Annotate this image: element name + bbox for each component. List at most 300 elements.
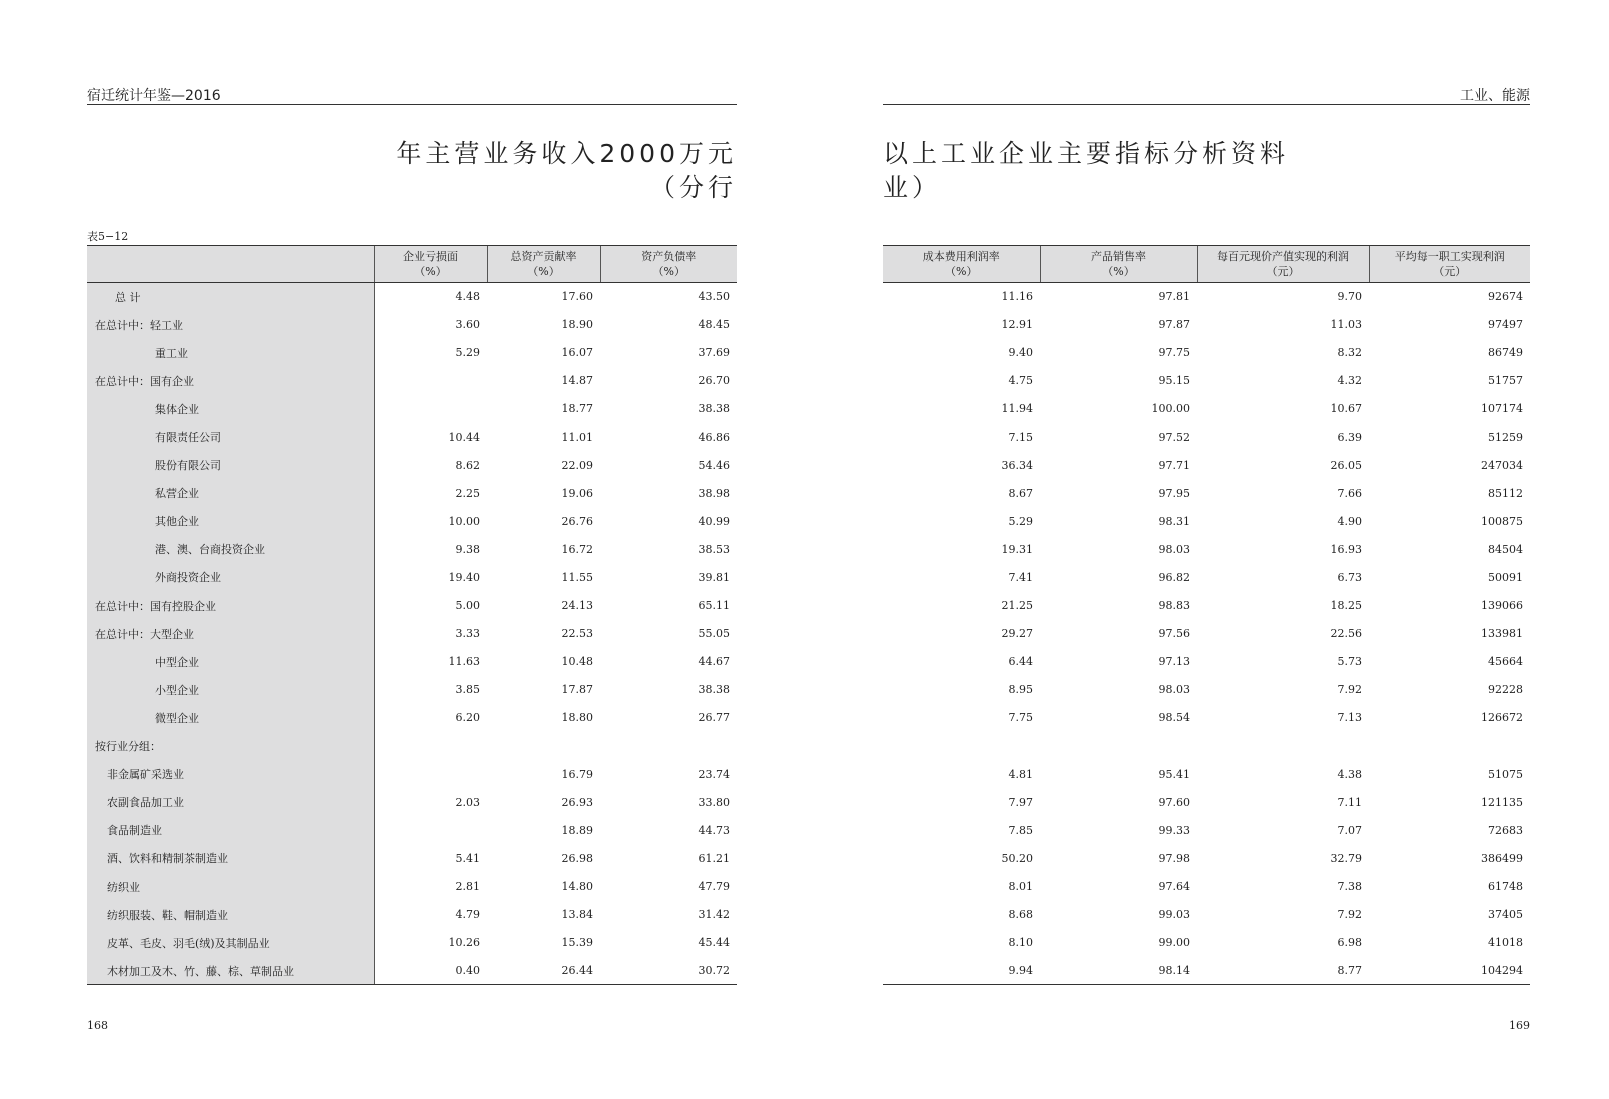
table-row: [87, 311, 737, 339]
cell-value: [600, 732, 737, 760]
table-row: [883, 929, 1530, 957]
column-header: 产品销售率 （%）: [1040, 246, 1197, 283]
cell-value: 45664: [1488, 655, 1523, 669]
table-row: [87, 816, 737, 844]
column-header: 平均每一职工实现利润 （元）: [1369, 246, 1530, 283]
cell-value: 41018: [1488, 936, 1523, 950]
cell-value: 97.71: [1158, 458, 1190, 472]
table-row: [883, 872, 1530, 900]
cell-value: 18.25: [1330, 599, 1362, 613]
table-row: [883, 563, 1530, 591]
cell-value: 3.85: [455, 683, 480, 697]
right-header-row: [883, 246, 1530, 283]
cell-value: 6.20: [455, 711, 480, 725]
cell-value: 61748: [1488, 880, 1523, 894]
cell-value: 51757: [1488, 374, 1523, 388]
cell-value: 97.98: [1158, 851, 1190, 865]
table-row: [87, 423, 737, 451]
cell-value: 98.03: [1158, 683, 1190, 697]
cell-value: 44.67: [698, 655, 730, 669]
table-row: [883, 339, 1530, 367]
cell-value: 16.72: [561, 542, 593, 556]
row-label: [87, 479, 374, 507]
table-row: [883, 311, 1530, 339]
row-label-text: 私营企业: [155, 487, 199, 501]
table-row: [883, 648, 1530, 676]
cell-value: 9.94: [883, 957, 1040, 985]
table-row: [87, 788, 737, 816]
cell-value: 5.29: [455, 346, 480, 360]
cell-value: 10.67: [1330, 402, 1362, 416]
cell-value: 121135: [1481, 795, 1523, 809]
cell-value: 10.48: [561, 655, 593, 669]
right-table-body: [883, 283, 1530, 985]
cell-value: 40.99: [698, 514, 730, 528]
cell-value: 11.16: [1001, 290, 1033, 304]
row-label-text: 在总计中：国有企业: [95, 374, 194, 388]
cell-value: 22.56: [1330, 627, 1362, 641]
row-label: [87, 901, 374, 929]
row-label: [87, 423, 374, 451]
cell-value: 107174: [1481, 402, 1523, 416]
row-label: [87, 676, 374, 704]
cell-value: 86749: [1488, 346, 1523, 360]
cell-value: 99.33: [1158, 823, 1190, 837]
cell-value: 38.38: [698, 402, 730, 416]
cell-value: 97.13: [1158, 655, 1190, 669]
row-label-text: 股份有限公司: [155, 459, 221, 473]
cell-value: 97.64: [1158, 880, 1190, 894]
cell-value: 6.98: [1337, 936, 1362, 950]
cell-value: 50091: [1488, 570, 1523, 584]
cell-value: 24.13: [561, 599, 593, 613]
row-label-text: 微型企业: [155, 711, 199, 725]
row-label-text: 农副食品加工业: [107, 796, 184, 810]
cell-value: 7.85: [1008, 823, 1033, 837]
table-row: [883, 592, 1530, 620]
row-label: [87, 957, 374, 985]
column-header: 企业亏损面 （%）: [374, 246, 487, 283]
row-label-text: 在总计中：轻工业: [95, 318, 183, 332]
cell-value: 11.94: [1001, 402, 1033, 416]
cell-value: [374, 816, 487, 844]
row-label-text: 酒、饮料和精制茶制造业: [107, 852, 228, 866]
table-row: [883, 395, 1530, 423]
cell-value: 3.33: [455, 627, 480, 641]
right-page: [883, 0, 1530, 1099]
cell-value: 37.69: [698, 346, 730, 360]
cell-value: 18.77: [561, 402, 593, 416]
cell-value: 4.32: [1337, 374, 1362, 388]
cell-value: 8.62: [455, 458, 480, 472]
row-label-text: 在总计中：国有控股企业: [95, 599, 216, 613]
cell-value: 8.77: [1197, 957, 1369, 985]
row-label-text: 重工业: [155, 346, 188, 360]
yearbook-title: 宿迁统计年鉴—2016: [87, 88, 221, 104]
cell-value: 26.93: [561, 795, 593, 809]
table-title-part2-line2: 业）: [883, 173, 942, 202]
cell-value: 7.66: [1337, 486, 1362, 500]
cell-value: 65.11: [698, 599, 730, 613]
cell-value: [374, 395, 487, 423]
row-label: [87, 535, 374, 563]
cell-value: 31.42: [698, 908, 730, 922]
cell-value: 386499: [1481, 851, 1523, 865]
section-title: 工业、能源: [1460, 88, 1530, 104]
cell-value: 15.39: [561, 936, 593, 950]
row-label: [87, 507, 374, 535]
column-header: 总资产贡献率 （%）: [487, 246, 600, 283]
row-label-text: 外商投资企业: [155, 571, 221, 585]
cell-value: 30.72: [600, 957, 737, 985]
row-label: [87, 283, 374, 311]
cell-value: 7.15: [1008, 430, 1033, 444]
column-header: 成本费用利润率 （%）: [883, 246, 1040, 283]
cell-value: 8.01: [1008, 880, 1033, 894]
cell-value: 19.06: [561, 486, 593, 500]
table-row: [87, 451, 737, 479]
cell-value: 4.38: [1337, 767, 1362, 781]
table-row: [87, 648, 737, 676]
cell-value: 38.38: [698, 683, 730, 697]
cell-value: 12.91: [1001, 318, 1033, 332]
table-title-part2-line1: 以上工业企业主要指标分析资料: [883, 139, 1290, 168]
cell-value: 9.70: [1337, 290, 1362, 304]
table-title-part1-line1: 年主营业务收入2000万元: [396, 139, 737, 168]
cell-value: 100.00: [1151, 402, 1190, 416]
cell-value: 48.45: [698, 318, 730, 332]
cell-value: 98.54: [1158, 711, 1190, 725]
row-label: [87, 592, 374, 620]
cell-value: 84504: [1488, 542, 1523, 556]
cell-value: 97.87: [1158, 318, 1190, 332]
cell-value: 26.05: [1330, 458, 1362, 472]
row-label-text: 非金属矿采选业: [107, 768, 184, 782]
table-row: [883, 901, 1530, 929]
table-row: [883, 283, 1530, 311]
left-header-row: [87, 246, 737, 283]
table-row: [87, 535, 737, 563]
table-row: [883, 451, 1530, 479]
cell-value: 11.63: [448, 655, 480, 669]
cell-value: 50.20: [1001, 851, 1033, 865]
row-label-text: 集体企业: [155, 402, 199, 416]
cell-value: 96.82: [1158, 570, 1190, 584]
table-row: [87, 592, 737, 620]
cell-value: 97.75: [1158, 346, 1190, 360]
cell-value: 38.98: [698, 486, 730, 500]
cell-value: [883, 732, 1040, 760]
table-row: [883, 676, 1530, 704]
table-row: [883, 535, 1530, 563]
cell-value: 7.07: [1337, 823, 1362, 837]
cell-value: 139066: [1481, 599, 1523, 613]
cell-value: 14.80: [561, 880, 593, 894]
cell-value: 54.46: [698, 458, 730, 472]
cell-value: 26.70: [698, 374, 730, 388]
row-label: [87, 339, 374, 367]
cell-value: 97.60: [1158, 795, 1190, 809]
cell-value: 98.03: [1158, 542, 1190, 556]
cell-value: 3.60: [455, 318, 480, 332]
cell-value: 7.92: [1337, 908, 1362, 922]
cell-value: 98.31: [1158, 514, 1190, 528]
cell-value: 11.01: [561, 430, 593, 444]
cell-value: 16.07: [561, 346, 593, 360]
cell-value: 99.03: [1158, 908, 1190, 922]
row-label: [87, 311, 374, 339]
cell-value: 97.95: [1158, 486, 1190, 500]
cell-value: 104294: [1369, 957, 1530, 985]
cell-value: 98.14: [1040, 957, 1197, 985]
cell-value: 39.81: [698, 570, 730, 584]
cell-value: 100875: [1481, 514, 1523, 528]
cell-value: 43.50: [698, 290, 730, 304]
row-label: [87, 367, 374, 395]
cell-value: 8.67: [1008, 486, 1033, 500]
table-row: [87, 507, 737, 535]
table-row: [883, 788, 1530, 816]
cell-value: 5.29: [1008, 514, 1033, 528]
table-row: [87, 620, 737, 648]
table-row: [87, 760, 737, 788]
cell-value: 5.41: [455, 851, 480, 865]
cell-value: 85112: [1488, 486, 1523, 500]
table-row: [883, 844, 1530, 872]
row-label: [87, 788, 374, 816]
cell-value: 4.90: [1337, 514, 1362, 528]
cell-value: 7.38: [1337, 880, 1362, 894]
cell-value: 95.15: [1158, 374, 1190, 388]
cell-value: 7.11: [1337, 795, 1362, 809]
table-row: [87, 367, 737, 395]
cell-value: 5.00: [455, 599, 480, 613]
table-row: [87, 901, 737, 929]
cell-value: 10.44: [448, 430, 480, 444]
cell-value: 8.68: [1008, 908, 1033, 922]
table-row: [883, 620, 1530, 648]
cell-value: 72683: [1488, 823, 1523, 837]
stub-header: [87, 246, 374, 283]
cell-value: 26.77: [698, 711, 730, 725]
row-label: [87, 451, 374, 479]
cell-value: 33.80: [698, 795, 730, 809]
cell-value: 4.48: [455, 290, 480, 304]
table-title-part1-line2: （分行: [649, 173, 737, 202]
cell-value: 38.53: [698, 542, 730, 556]
row-label-text: 食品制造业: [107, 824, 162, 838]
running-header-left: [87, 84, 737, 105]
cell-value: [1369, 732, 1530, 760]
cell-value: 14.87: [561, 374, 593, 388]
left-data-table: [87, 245, 737, 985]
cell-value: 133981: [1481, 627, 1523, 641]
cell-value: 7.97: [1008, 795, 1033, 809]
cell-value: 7.41: [1008, 570, 1033, 584]
cell-value: 8.95: [1008, 683, 1033, 697]
table-row: [87, 395, 737, 423]
cell-value: 97.81: [1158, 290, 1190, 304]
row-label-text: 港、澳、台商投资企业: [155, 543, 265, 557]
cell-value: 126672: [1481, 711, 1523, 725]
cell-value: 44.73: [698, 823, 730, 837]
row-label: [87, 620, 374, 648]
cell-value: 4.75: [1008, 374, 1033, 388]
cell-value: 16.93: [1330, 542, 1362, 556]
cell-value: 95.41: [1158, 767, 1190, 781]
cell-value: 92674: [1488, 290, 1523, 304]
row-label-text: 纺织服装、鞋、帽制造业: [107, 908, 228, 922]
page-number-right: 169: [1509, 1019, 1530, 1032]
row-label-text: 有限责任公司: [155, 431, 221, 445]
cell-value: 55.05: [698, 627, 730, 641]
row-label-text: 木材加工及木、竹、藤、棕、草制品业: [107, 964, 294, 978]
cell-value: 8.10: [1008, 936, 1033, 950]
table-row: [883, 816, 1530, 844]
cell-value: 4.79: [455, 908, 480, 922]
cell-value: 10.00: [448, 514, 480, 528]
table-row: [87, 704, 737, 732]
cell-value: 46.86: [698, 430, 730, 444]
cell-value: 247034: [1481, 458, 1523, 472]
left-table-body: [87, 283, 737, 985]
table-row: [883, 732, 1530, 760]
cell-value: 17.60: [561, 290, 593, 304]
cell-value: [1040, 732, 1197, 760]
cell-value: 2.03: [455, 795, 480, 809]
table-row: [87, 676, 737, 704]
cell-value: 22.09: [561, 458, 593, 472]
table-row: [87, 479, 737, 507]
cell-value: 21.25: [1001, 599, 1033, 613]
cell-value: 2.81: [455, 880, 480, 894]
cell-value: [374, 760, 487, 788]
row-label-text: 皮革、毛皮、羽毛(绒)及其制品业: [107, 936, 270, 950]
row-label-text: 中型企业: [155, 655, 199, 669]
cell-value: 97.56: [1158, 627, 1190, 641]
row-label-text: 小型企业: [155, 683, 199, 697]
table-row: [87, 957, 737, 985]
cell-value: 7.75: [1008, 711, 1033, 725]
row-label-text: 总 计: [115, 290, 141, 304]
row-label: [87, 563, 374, 591]
cell-value: 92228: [1488, 683, 1523, 697]
cell-value: 32.79: [1330, 851, 1362, 865]
cell-value: [374, 367, 487, 395]
cell-value: 47.79: [698, 880, 730, 894]
cell-value: 2.25: [455, 486, 480, 500]
cell-value: [487, 732, 600, 760]
cell-value: 4.81: [1008, 767, 1033, 781]
cell-value: 6.73: [1337, 570, 1362, 584]
cell-value: 61.21: [698, 851, 730, 865]
table-row: [883, 423, 1530, 451]
table-row: [883, 479, 1530, 507]
table-row: [87, 563, 737, 591]
table-row: [883, 367, 1530, 395]
cell-value: 18.89: [561, 823, 593, 837]
table-row: [87, 872, 737, 900]
table-row: [883, 957, 1530, 985]
row-label-text: 纺织业: [107, 880, 140, 894]
row-label: [87, 816, 374, 844]
cell-value: 11.55: [561, 570, 593, 584]
column-header: 资产负债率 （%）: [600, 246, 737, 283]
cell-value: 18.80: [561, 711, 593, 725]
cell-value: 6.44: [1008, 655, 1033, 669]
table-row: [87, 929, 737, 957]
row-label-text: 在总计中：大型企业: [95, 627, 194, 641]
page-number-left: 168: [87, 1019, 108, 1032]
cell-value: 22.53: [561, 627, 593, 641]
table-row: [87, 283, 737, 311]
cell-value: 98.83: [1158, 599, 1190, 613]
cell-value: 6.39: [1337, 430, 1362, 444]
right-data-table: [883, 245, 1530, 985]
table-row: [883, 760, 1530, 788]
cell-value: 9.38: [455, 542, 480, 556]
cell-value: 5.73: [1337, 655, 1362, 669]
cell-value: 99.00: [1158, 936, 1190, 950]
table-row: [883, 507, 1530, 535]
cell-value: 0.40: [374, 957, 487, 985]
row-label: [87, 732, 374, 760]
cell-value: 16.79: [561, 767, 593, 781]
column-header: 每百元现价产值实现的利润 （元）: [1197, 246, 1369, 283]
cell-value: 26.44: [487, 957, 600, 985]
cell-value: 11.03: [1330, 318, 1362, 332]
row-label: [87, 872, 374, 900]
table-row: [87, 732, 737, 760]
cell-value: 8.32: [1337, 346, 1362, 360]
row-label: [87, 929, 374, 957]
cell-value: 13.84: [561, 908, 593, 922]
row-label: [87, 648, 374, 676]
table-row: [883, 704, 1530, 732]
row-label: [87, 760, 374, 788]
table-number: 表5−12: [87, 230, 129, 243]
cell-value: 9.40: [1008, 346, 1033, 360]
cell-value: 29.27: [1001, 627, 1033, 641]
cell-value: 17.87: [561, 683, 593, 697]
row-label: [87, 395, 374, 423]
cell-value: 23.74: [698, 767, 730, 781]
cell-value: 7.92: [1337, 683, 1362, 697]
cell-value: [374, 732, 487, 760]
cell-value: 97.52: [1158, 430, 1190, 444]
row-label-text: 其他企业: [155, 515, 199, 529]
cell-value: 19.31: [1001, 542, 1033, 556]
cell-value: 26.98: [561, 851, 593, 865]
table-row: [87, 844, 737, 872]
cell-value: 45.44: [698, 936, 730, 950]
cell-value: 37405: [1488, 908, 1523, 922]
row-label: [87, 704, 374, 732]
cell-value: 51075: [1488, 767, 1523, 781]
cell-value: 97497: [1488, 318, 1523, 332]
cell-value: 10.26: [448, 936, 480, 950]
running-header-right: [883, 84, 1530, 105]
cell-value: 19.40: [448, 570, 480, 584]
cell-value: [1197, 732, 1369, 760]
cell-value: 51259: [1488, 430, 1523, 444]
cell-value: 18.90: [561, 318, 593, 332]
table-row: [87, 339, 737, 367]
cell-value: 36.34: [1001, 458, 1033, 472]
cell-value: 26.76: [561, 514, 593, 528]
cell-value: 7.13: [1337, 711, 1362, 725]
left-page: [87, 0, 737, 1099]
